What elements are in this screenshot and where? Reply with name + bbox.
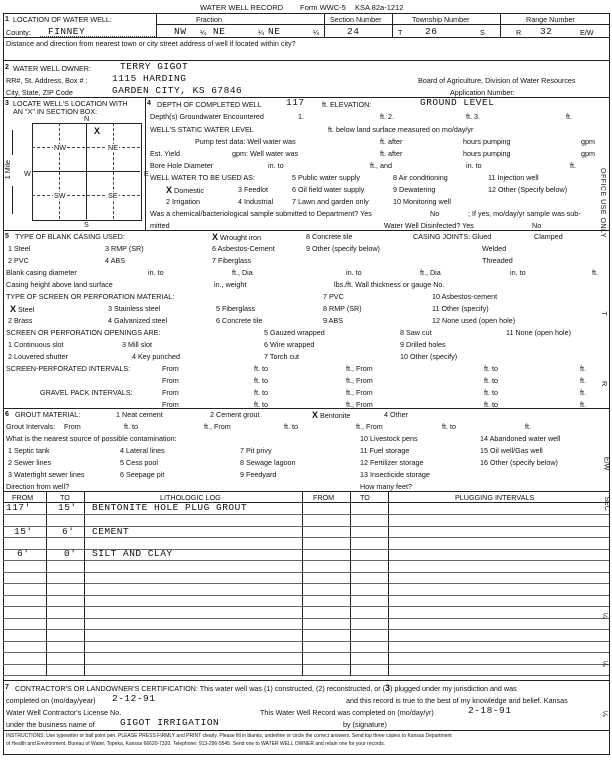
depth-value: 117 xyxy=(286,97,305,108)
gw-ft: ft. xyxy=(566,112,572,121)
disinfected-no: No xyxy=(532,221,542,230)
contam-abandoned: 14 Abandoned water well xyxy=(480,434,561,443)
casing-diameter-ft: ft. xyxy=(592,268,598,277)
bore-in-to-2: in. to xyxy=(466,161,482,170)
section-box-north: N xyxy=(84,114,90,123)
opening-other: 10 Other (specify) xyxy=(400,352,458,361)
contam-fertilizer: 12 Fertilizer storage xyxy=(360,458,424,467)
log-row-1-desc: BENTONITE HOLE PLUG GROUT xyxy=(92,502,248,513)
owner-city: GARDEN CITY, KS 67846 xyxy=(112,85,243,96)
contam-fuel: 11 Fuel storage xyxy=(360,446,410,455)
log-row-2-from: 15' xyxy=(14,526,33,537)
pump-after: ft. after xyxy=(380,137,403,146)
log-row-2-to: 6' xyxy=(62,526,75,537)
screen-label: TYPE OF SCREEN OR PERFORATION MATERIAL: xyxy=(6,292,175,301)
contam-pit-privy: 7 Pit privy xyxy=(240,446,272,455)
section-box-east: E xyxy=(144,169,149,178)
yield-label: Est. Yield xyxy=(150,149,180,158)
sample-mitted: mitted xyxy=(150,221,170,230)
cert-record-date: 2-18-91 xyxy=(468,705,512,716)
interval-row-4-cell-5: ft. xyxy=(580,400,586,409)
county-value: FINNEY xyxy=(48,26,86,37)
bore-and: ft., and xyxy=(370,161,392,170)
contam-feedyard: 9 Feedyard xyxy=(240,470,277,479)
use-other: 12 Other (Specify below) xyxy=(488,185,568,194)
application-number-label: Application Number: xyxy=(450,88,515,97)
opening-saw-cut: 8 Saw cut xyxy=(400,328,432,337)
cert-text-1: CONTRACTOR'S OR LANDOWNER'S CERTIFICATION: This water well was (1) constructed, (2) reconstructed, or (3) plugged under my jurisdiction and was xyxy=(15,683,517,693)
static-level-rest: ft. below land surface measured on mo/day/yr xyxy=(328,125,474,134)
cert-business-label: under the business name of xyxy=(6,720,95,729)
quarter-2: ¼ xyxy=(258,28,264,37)
opening-none: 11 None (open hole) xyxy=(506,328,572,337)
section-7-number: 7 xyxy=(5,684,9,691)
log-row-1-to: 15' xyxy=(58,502,77,513)
log-header-to: TO xyxy=(60,493,70,502)
grout-ft-end: ft. xyxy=(525,422,531,431)
depth-label: DEPTH OF COMPLETED WELL xyxy=(157,100,262,109)
grout-intervals-label: Grout Intervals: xyxy=(6,422,56,431)
bore-ft: ft. xyxy=(570,161,576,170)
yield-gpm: gpm: Well water was xyxy=(232,149,299,158)
interval-row-3-cell-4: ft. to xyxy=(484,388,498,397)
interval-row-2-cell-3: ft., From xyxy=(346,376,373,385)
quadrant-ne: NE xyxy=(108,143,118,152)
interval-row-2-cell-1: From xyxy=(162,376,179,385)
contam-other: 16 Other (specify below) xyxy=(480,458,558,467)
interval-row-3-cell-2: ft. to xyxy=(254,388,268,397)
cert-signature-label: by (signature) xyxy=(343,720,387,729)
use-lawn: 7 Lawn and garden only xyxy=(292,197,369,206)
log-row-1-from: 117' xyxy=(6,502,31,513)
direction-label: Direction from well? xyxy=(6,482,70,491)
interval-row-4-cell-2: ft. to xyxy=(254,400,268,409)
screen-other: 11 Other (specify) xyxy=(432,304,489,313)
quarter-1: ¼ xyxy=(200,28,206,37)
casing-other: 9 Other (specify below) xyxy=(306,244,380,253)
grout-neat-cement: 1 Neat cement xyxy=(116,410,163,419)
spi-label: SCREEN-PERFORATED INTERVALS: xyxy=(6,364,131,373)
contam-seepage: 6 Seepage pit xyxy=(120,470,165,479)
cert-license-label: Water Well Contractor's License No. xyxy=(6,708,122,717)
grout-to-1: ft. to xyxy=(124,422,138,431)
range-ew: E/W xyxy=(580,28,594,37)
disinfected-question: Water Well Disinfected? Yes xyxy=(384,221,474,230)
screen-concrete: 6 Concrete tile xyxy=(216,316,263,325)
casing-wall-thickness: lbs./ft. Wall thickness or gauge No. xyxy=(334,280,445,289)
log-header-from-2: FROM xyxy=(313,493,335,502)
log-header-from: FROM xyxy=(12,493,34,502)
form-title: WATER WELL RECORD xyxy=(200,3,284,12)
screen-galvanized: 4 Galvanized steel xyxy=(108,316,168,325)
city-label: City, State, ZIP Code xyxy=(6,88,73,97)
fraction-3: NE xyxy=(268,26,281,37)
township-s: S xyxy=(480,28,485,37)
casing-pvc: 2 PVC xyxy=(8,256,29,265)
log-header-lithologic: LITHOLOGIC LOG xyxy=(160,493,221,502)
casing-fiberglass: 7 Fiberglass xyxy=(212,256,252,265)
casing-label: TYPE OF BLANK CASING USED: xyxy=(15,232,125,241)
sample-no: No xyxy=(430,209,440,218)
side-sec: SEC xyxy=(602,496,612,511)
side-quarter-2: ¼ xyxy=(600,660,610,667)
contam-oil-gas: 15 Oil well/Gas well xyxy=(480,446,543,455)
side-quarter-1: ¼ xyxy=(600,612,610,619)
use-feedlot: 3 Feedlot xyxy=(238,185,268,194)
interval-row-4-cell-4: ft. to xyxy=(484,400,498,409)
static-level-label: WELL'S STATIC WATER LEVEL xyxy=(150,125,254,134)
office-use-only-label: OFFICE USE ONLY xyxy=(599,168,606,238)
section-5-number: 5 xyxy=(5,233,9,240)
contam-livestock: 10 Livestock pens xyxy=(360,434,418,443)
owner-label: WATER WELL OWNER: xyxy=(13,64,91,73)
screen-brass: 2 Brass xyxy=(8,316,33,325)
grout-other: 4 Other xyxy=(384,410,408,419)
contam-lateral: 4 Lateral lines xyxy=(120,446,165,455)
opening-wire: 6 Wire wrapped xyxy=(264,340,315,349)
casing-clamped: Clamped xyxy=(534,232,563,241)
gw-ft3: ft. 3. xyxy=(466,112,480,121)
yield-after: ft. after xyxy=(380,149,403,158)
side-t: T xyxy=(599,311,609,316)
township-label: Township Number xyxy=(412,15,470,24)
casing-diameter-in-2: in. to xyxy=(346,268,362,277)
groundwater-label: Depth(s) Groundwater Encountered xyxy=(150,112,264,121)
casing-steel: 1 Steel xyxy=(8,244,31,253)
casing-threaded: Threaded xyxy=(482,256,513,265)
county-label: County: xyxy=(6,28,31,37)
casing-height-label: Casing height above land surface xyxy=(6,280,113,289)
screen-asbestos: 10 Asbestos-cement xyxy=(432,292,498,301)
grout-bentonite: X Bentonite xyxy=(312,410,351,420)
instructions-line-2: of Health and Environment, Bureau of Water, Topeka, Kansas 66620-7320. Telephone: 913-296-5545. Send one to WATER WELL OWNER and retain one for your records. xyxy=(6,741,386,747)
range-label: Range Number xyxy=(526,15,575,24)
casing-abs: 4 ABS xyxy=(105,256,125,265)
contam-insecticide: 13 Insecticide storage xyxy=(360,470,430,479)
interval-row-1-cell-2: ft. to xyxy=(254,364,268,373)
yield-gpm-end: gpm xyxy=(581,149,595,158)
casing-asbestos: 6 Asbestos-Cement xyxy=(212,244,275,253)
casing-diameter-in-3: in. to xyxy=(510,268,526,277)
quadrant-se: SE xyxy=(108,191,118,200)
interval-row-1-cell-3: ft., From xyxy=(346,364,373,373)
mile-label: 1 Mile xyxy=(3,160,12,180)
interval-row-1-cell-5: ft. xyxy=(580,364,586,373)
openings-label: SCREEN OR PERFORATION OPENINGS ARE: xyxy=(6,328,161,337)
interval-row-2-cell-4: ft. to xyxy=(484,376,498,385)
casing-rmp: 3 RMP (SR) xyxy=(105,244,144,253)
side-ew: E/W xyxy=(602,456,612,471)
gw-ft2: ft. 2. xyxy=(380,112,394,121)
opening-louvered: 2 Louvered shutter xyxy=(8,352,68,361)
owner-address: 1115 HARDING xyxy=(112,73,187,84)
interval-row-3-cell-5: ft. xyxy=(580,388,586,397)
section-3-number: 3 xyxy=(5,100,9,107)
interval-row-1-cell-4: ft. to xyxy=(484,364,498,373)
use-oil-field: 6 Oil field water supply xyxy=(292,185,365,194)
contamination-label: What is the nearest source of possible contamination: xyxy=(6,434,177,443)
ksa-reference: KSA 82a-1212 xyxy=(355,3,404,12)
instructions-line-1: INSTRUCTIONS: Use typewriter or ball point pen. PLEASE PRESS FIRMLY and PRINT clearly. Please fill in blanks, underline or circle the correct answers. Send top three copies to Kansas Department xyxy=(6,733,452,739)
use-irrigation: 2 Irrigation xyxy=(166,197,200,206)
log-row-3-from: 6' xyxy=(17,548,30,559)
casing-diameter-label: Blank casing diameter xyxy=(6,268,77,277)
cert-text-2: and this record is true to the best of my knowledge and belief. Kansas xyxy=(346,696,568,705)
use-monitoring: 10 Monitoring well xyxy=(393,197,451,206)
interval-row-2-cell-5: ft. xyxy=(580,376,586,385)
log-row-2-desc: CEMENT xyxy=(92,526,130,537)
use-label: WELL WATER TO BE USED AS: xyxy=(150,173,255,182)
opening-key: 4 Key punched xyxy=(132,352,180,361)
use-domestic: X Domestic xyxy=(166,185,204,195)
gw-1: 1. xyxy=(298,112,304,121)
distance-label: Distance and direction from nearest town or city street address of well if located within city? xyxy=(6,39,296,48)
casing-concrete-tile: 8 Concrete tile xyxy=(306,232,353,241)
fraction-2: NE xyxy=(213,26,226,37)
quarter-3: ¼ xyxy=(313,28,319,37)
grout-from-3: ft., From xyxy=(356,422,383,431)
grout-from-2: ft., From xyxy=(204,422,231,431)
depth-ft-elevation: ft. ELEVATION: xyxy=(322,100,372,109)
screen-stainless: 3 Stainless steel xyxy=(108,304,161,313)
opening-continuous: 1 Continuous slot xyxy=(8,340,64,349)
grout-to-3: ft. to xyxy=(442,422,456,431)
elevation-value: GROUND LEVEL xyxy=(420,97,495,108)
opening-torch: 7 Torch cut xyxy=(264,352,300,361)
casing-welded: Welded xyxy=(482,244,507,253)
yield-hours: hours pumping xyxy=(463,149,511,158)
log-header-plugging: PLUGGING INTERVALS xyxy=(455,493,535,502)
board-label: Board of Agriculture, Division of Water Resources xyxy=(418,76,576,85)
screen-fiberglass: 5 Fiberglass xyxy=(216,304,256,313)
interval-row-4-cell-3: ft., From xyxy=(346,400,373,409)
casing-weight: in., weight xyxy=(214,280,247,289)
casing-diameter-dia-2: ft., Dia xyxy=(420,268,441,277)
contam-sewer: 2 Sewer lines xyxy=(8,458,52,467)
sample-question: Was a chemical/bacteriological sample submitted to Department? Yes xyxy=(150,209,372,218)
use-injection: 11 Injection well xyxy=(488,173,539,182)
screen-none: 12 None used (open hole) xyxy=(432,316,516,325)
casing-joints-label: CASING JOINTS: Glued xyxy=(413,232,492,241)
how-many-feet-label: How many feet? xyxy=(360,482,412,491)
cert-text-3: This Water Well Record was completed on (mo/day/yr) xyxy=(260,708,434,717)
section-box-south: S xyxy=(84,220,89,229)
use-dewatering: 9 Dewatering xyxy=(393,185,436,194)
fraction-1: NW xyxy=(174,26,187,37)
well-location-x-mark: X xyxy=(94,126,101,136)
casing-wrought-iron: X Wrought iron xyxy=(212,232,262,242)
contam-cess: 5 Cess pool xyxy=(120,458,158,467)
section-4-number: 4 xyxy=(147,100,151,107)
grout-to-2: ft. to xyxy=(284,422,298,431)
gpi-label: GRAVEL PACK INTERVALS: xyxy=(40,388,133,397)
pump-test-label: Pump test data: Well water was xyxy=(195,137,296,146)
section-box-west: W xyxy=(24,169,31,178)
pump-gpm: gpm xyxy=(581,137,595,146)
form-number: Form WWC-5 xyxy=(300,3,346,12)
contam-septic: 1 Septic tank xyxy=(8,446,50,455)
section-number-label: Section Number xyxy=(330,15,382,24)
range-number: 32 xyxy=(540,26,553,37)
screen-abs: 9 ABS xyxy=(323,316,343,325)
bore-in-to: in. to xyxy=(268,161,284,170)
owner-name: TERRY GIGOT xyxy=(120,61,189,72)
grout-cement-grout: 2 Cement grout xyxy=(210,410,260,419)
opening-mill: 3 Mill slot xyxy=(122,340,152,349)
location-label: LOCATION OF WATER WELL: xyxy=(13,15,112,24)
bore-label: Bore Hole Diameter xyxy=(150,161,214,170)
section-6-number: 6 xyxy=(5,411,9,418)
casing-diameter-dia: ft., Dia xyxy=(232,268,253,277)
screen-steel: X Steel xyxy=(10,304,35,314)
log-header-to-2: TO xyxy=(360,493,370,502)
section-2-number: 2 xyxy=(5,64,9,71)
grout-from-1: From xyxy=(64,422,81,431)
township-number: 26 xyxy=(425,26,438,37)
side-quarter-3: ¼ xyxy=(600,710,610,717)
fraction-label: Fraction xyxy=(196,15,222,24)
opening-drilled: 9 Drilled holes xyxy=(400,340,446,349)
section-1-number: 1 xyxy=(5,16,9,23)
pump-hours: hours pumping xyxy=(463,137,511,146)
interval-row-2-cell-2: ft. to xyxy=(254,376,268,385)
quadrant-sw: SW xyxy=(54,191,66,200)
cert-business-name: GIGOT IRRIGATION xyxy=(120,717,220,728)
casing-diameter-in: in. to xyxy=(148,268,164,277)
range-r: R xyxy=(516,28,522,37)
log-row-3-to: 0' xyxy=(64,548,77,559)
interval-row-3-cell-3: ft., From xyxy=(346,388,373,397)
quadrant-nw: NW xyxy=(54,143,66,152)
interval-row-1-cell-1: From xyxy=(162,364,179,373)
interval-row-3-cell-1: From xyxy=(162,388,179,397)
screen-rmp: 8 RMP (SR) xyxy=(323,304,362,313)
address-label: RR#, St. Address, Box # : xyxy=(6,76,88,85)
use-industrial: 4 Industrial xyxy=(238,197,274,206)
section-number: 24 xyxy=(347,26,360,37)
cert-completed-date: 2-12-91 xyxy=(112,693,156,704)
locate-label: LOCATE WELL'S LOCATION WITH xyxy=(13,99,128,108)
log-row-3-desc: SILT AND CLAY xyxy=(92,548,173,559)
side-r: R xyxy=(600,381,610,387)
use-public-water: 5 Public water supply xyxy=(292,173,360,182)
section-box xyxy=(32,123,142,221)
contam-lagoon: 8 Sewage lagoon xyxy=(240,458,296,467)
locate-label-2: AN "X" IN SECTION BOX: xyxy=(13,107,98,116)
interval-row-4-cell-1: From xyxy=(162,400,179,409)
use-air-conditioning: 8 Air conditioning xyxy=(393,173,448,182)
contam-watertight: 3 Watertight sewer lines xyxy=(8,470,85,479)
cert-completed-label: completed on (mo/day/year) xyxy=(6,696,96,705)
screen-pvc: 7 PVC xyxy=(323,292,344,301)
grout-label: GROUT MATERIAL: xyxy=(15,410,81,419)
sample-rest: ; If yes, mo/day/yr sample was sub- xyxy=(468,209,581,218)
township-t: T xyxy=(398,28,403,37)
opening-gauzed: 5 Gauzed wrapped xyxy=(264,328,325,337)
